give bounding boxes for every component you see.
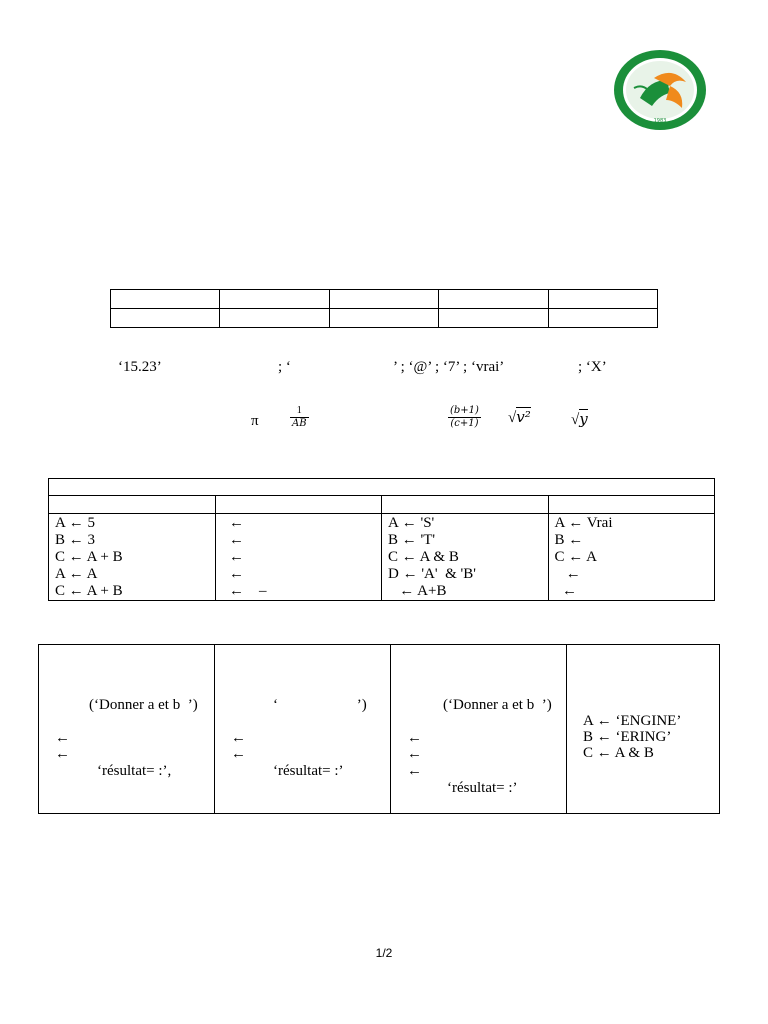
sqrt-icon: √	[571, 412, 580, 428]
table-cell	[382, 496, 549, 514]
table-cell	[548, 309, 657, 328]
table-cell	[439, 290, 548, 309]
fraction-numerator: (b+1)	[450, 405, 479, 416]
arrow-icon: ←	[407, 763, 422, 779]
fraction-b-over-c	[448, 405, 481, 430]
code-line: C ← A & B	[583, 745, 654, 761]
table-row	[111, 309, 658, 328]
code-line: ←	[554, 566, 581, 582]
code-line: B ← ‘ERING’	[583, 729, 672, 745]
code-line: C ← A	[554, 549, 598, 565]
table-cell-col2	[215, 514, 382, 601]
code-line: C ← A + B	[55, 549, 123, 565]
code-line: ‘résultat= :’	[273, 763, 344, 779]
algorithm-cell-4	[567, 645, 720, 814]
table-cell	[111, 290, 220, 309]
algorithm-cell-2	[215, 645, 391, 814]
code-line: C ← A + B	[55, 583, 123, 599]
code-line: ←	[221, 515, 244, 531]
algorithm-table	[38, 644, 720, 814]
arrow-icon: ←	[231, 746, 246, 762]
table-cell	[439, 309, 548, 328]
arrow-icon: ←	[407, 746, 422, 762]
table-cell	[548, 290, 657, 309]
code-line: ←	[221, 532, 244, 548]
fraction-denominator: AB	[292, 418, 307, 429]
sqrt-y	[571, 410, 588, 429]
code-line: ‘résultat= :’,	[97, 763, 172, 779]
code-line: ←	[221, 549, 244, 565]
code-line: A ← 'S'	[388, 515, 435, 531]
table-cell	[220, 309, 329, 328]
table-cell	[548, 496, 715, 514]
pi-symbol: π	[251, 413, 259, 429]
value-1: ‘15.23’	[118, 359, 162, 375]
code-line: A ← A	[55, 566, 98, 582]
code-line: D ← 'A' & 'B'	[388, 566, 476, 582]
table-cell	[215, 496, 382, 514]
arrow-icon: ←	[231, 730, 246, 746]
table-cell	[49, 496, 216, 514]
arrow-icon: ←	[55, 746, 70, 762]
table-cell	[49, 479, 715, 496]
arrow-icon: ←	[407, 730, 422, 746]
code-line: ←	[554, 583, 577, 599]
fraction-numerator: 1	[290, 405, 309, 418]
code-line: B ← 'T'	[388, 532, 436, 548]
arrow-icon: ←	[55, 730, 70, 746]
value-4: ; ‘X’	[578, 359, 607, 375]
assignment-table	[48, 478, 715, 601]
sqrt-v-squared	[508, 408, 531, 427]
value-3: ’ ; ‘@’ ; ‘7’ ; ‘vrai’	[393, 359, 505, 375]
empty-table	[110, 289, 658, 328]
code-line: B ← 3	[55, 532, 96, 548]
algorithm-cell-1	[39, 645, 215, 814]
code-line: ←	[221, 566, 244, 582]
code-line: C ← A & B	[388, 549, 459, 565]
table-row	[39, 645, 720, 814]
code-line: (‘Donner a et b ’)	[89, 697, 198, 713]
table-row	[49, 514, 715, 601]
table-header-row	[49, 479, 715, 496]
fraction-1-over-ab	[290, 405, 309, 430]
table-cell-col4	[548, 514, 715, 601]
table-cell-col1	[49, 514, 216, 601]
sqrt-radicand: v²	[516, 408, 531, 426]
sqrt-icon: √	[508, 410, 517, 426]
value-2: ; ‘	[278, 359, 291, 375]
table-cell	[329, 290, 438, 309]
code-line: (‘Donner a et b ’)	[443, 697, 552, 713]
sqrt-radicand: y	[579, 410, 588, 428]
fraction-denominator: (c+1)	[450, 418, 479, 429]
code-line: A ← ‘ENGINE’	[583, 713, 682, 729]
code-line: ‘ ’)	[273, 697, 367, 713]
table-cell-col3	[382, 514, 549, 601]
table-cell	[329, 309, 438, 328]
code-line: ‘résultat= :’	[447, 780, 518, 796]
code-line: A ← Vrai	[554, 515, 613, 531]
university-logo	[612, 48, 708, 132]
table-cell	[220, 290, 329, 309]
code-line: A ← 5	[55, 515, 96, 531]
algorithm-cell-3	[391, 645, 567, 814]
table-row	[111, 290, 658, 309]
table-cell	[111, 309, 220, 328]
page-number: 1/2	[375, 946, 393, 960]
code-line: B ←	[554, 532, 584, 548]
svg-text:1983: 1983	[653, 118, 667, 124]
code-line: ← –	[221, 583, 267, 599]
table-subheader-row	[49, 496, 715, 514]
code-line: ← A+B	[388, 583, 447, 599]
